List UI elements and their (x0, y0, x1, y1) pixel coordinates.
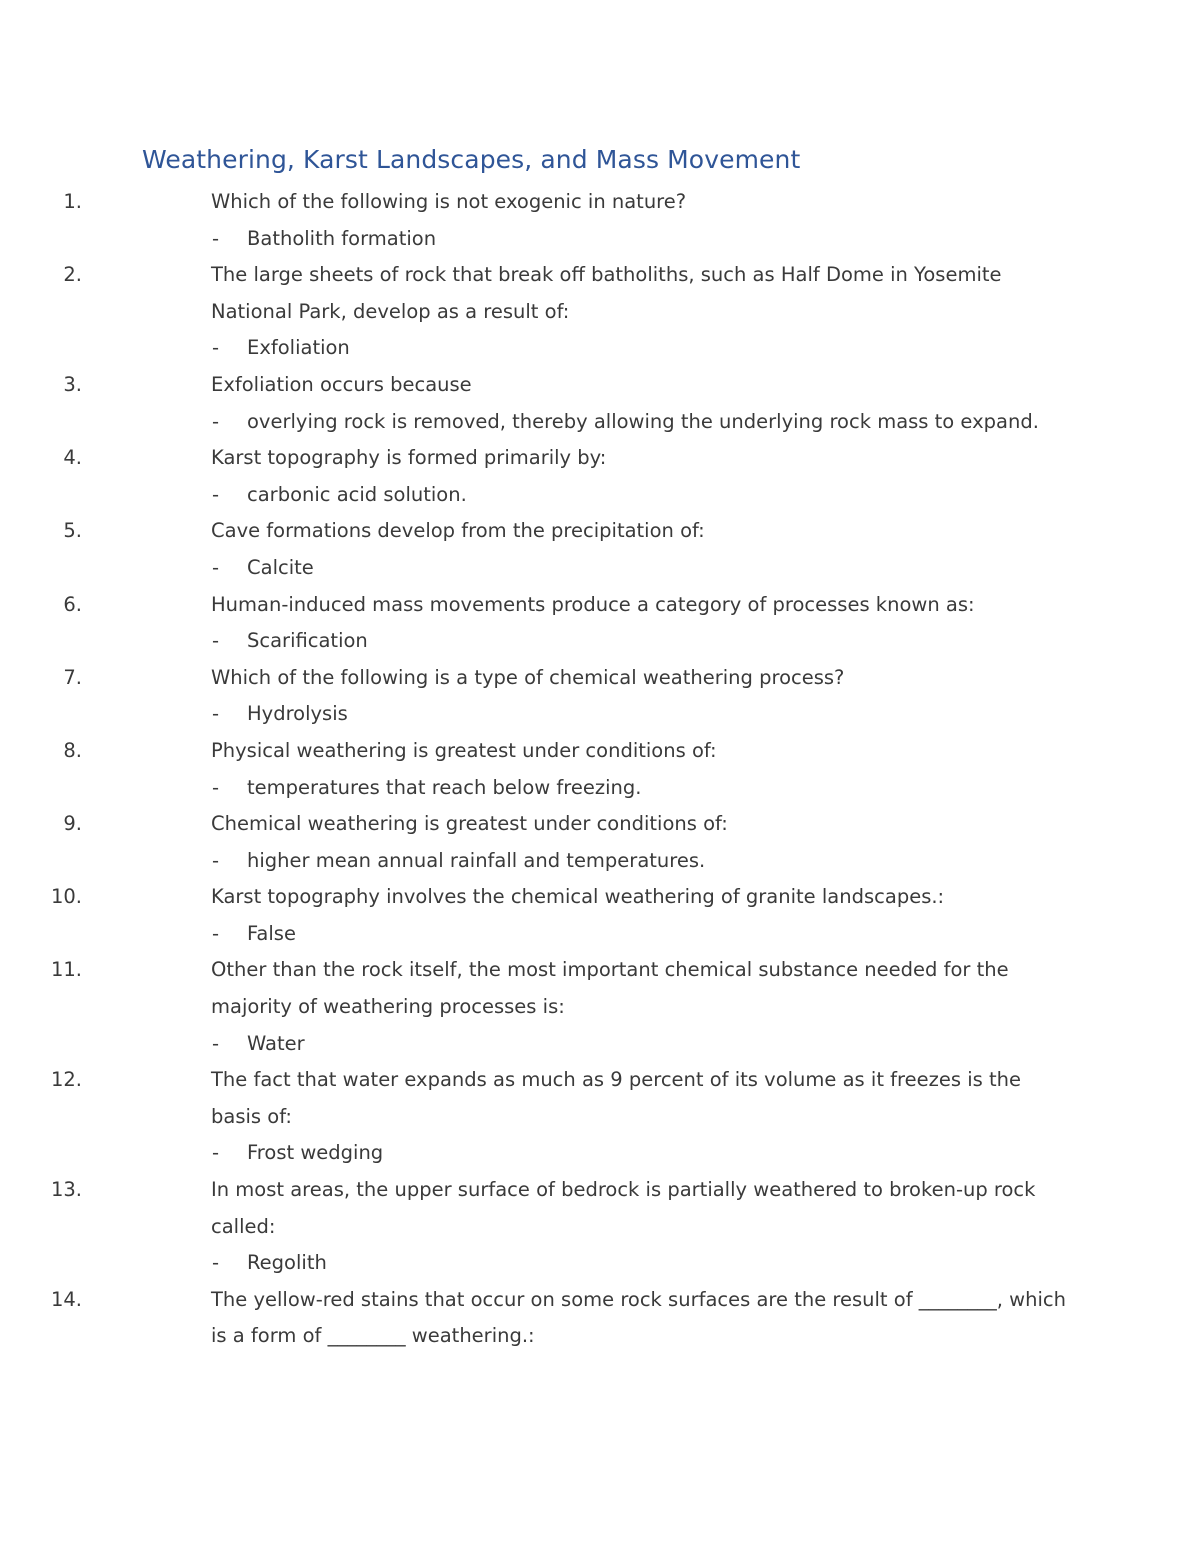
question-row (0, 513, 1071, 550)
question-row (0, 257, 1071, 330)
answer-row (0, 843, 1067, 880)
question-text: Physical weathering is greatest under conditions of: (211, 738, 717, 762)
question-item-11 (0, 952, 1200, 1062)
answer-text: overlying rock is removed, thereby allowing the underlying rock mass to expand. (247, 409, 1039, 433)
question-list (0, 184, 1200, 1355)
question-number: 9. (63, 812, 82, 836)
answer-text: temperatures that reach below freezing. (247, 775, 642, 799)
answer-text: Batholith formation (247, 226, 437, 250)
question-row (0, 879, 1071, 916)
question-number: 10. (50, 885, 82, 909)
question-row (0, 367, 1071, 404)
answer-row (0, 1245, 1067, 1282)
question-number: 6. (63, 592, 82, 616)
question-row (0, 952, 1071, 1025)
answer-row (0, 696, 1067, 733)
answer-dash: - (212, 775, 220, 799)
question-row (0, 806, 1071, 843)
answer-text: Exfoliation (247, 336, 350, 360)
question-text: Karst topography is formed primarily by: (211, 446, 607, 470)
question-text: Karst topography involves the chemical weathering of granite landscapes.: (211, 885, 945, 909)
question-item-3 (0, 367, 1200, 440)
answer-dash: - (212, 921, 220, 945)
answer-row (0, 221, 1067, 258)
answer-text: Hydrolysis (247, 702, 348, 726)
question-item-13 (0, 1172, 1200, 1282)
question-row (0, 1172, 1071, 1245)
answer-row (0, 770, 1067, 807)
answer-row (0, 623, 1067, 660)
answer-row (0, 477, 1067, 514)
question-row (0, 184, 1071, 221)
answer-text: Scarification (247, 629, 368, 653)
answer-dash: - (212, 1141, 220, 1165)
question-text: Human-induced mass movements produce a category of processes known as: (211, 592, 975, 616)
answer-dash: - (212, 555, 220, 579)
question-text: Chemical weathering is greatest under conditions of: (211, 812, 728, 836)
answer-dash: - (212, 482, 220, 506)
question-number: 4. (63, 446, 82, 470)
question-item-10 (0, 879, 1200, 952)
question-item-5 (0, 513, 1200, 586)
answer-dash: - (212, 336, 220, 360)
question-number: 7. (63, 665, 82, 689)
answer-row (0, 1135, 1067, 1172)
answer-text: carbonic acid solution. (247, 482, 467, 506)
answer-row (0, 330, 1067, 367)
question-text: Cave formations develop from the precipitation of: (211, 519, 705, 543)
question-text: Other than the rock itself, the most important chemical substance needed for the majority of weathering processes is: (211, 958, 1009, 1019)
question-item-8 (0, 733, 1200, 806)
question-item-1 (0, 184, 1200, 257)
question-row (0, 440, 1071, 477)
page-title: Weathering, Karst Landscapes, and Mass Movement (142, 145, 801, 174)
question-item-2 (0, 257, 1200, 367)
answer-text: Regolith (247, 1251, 327, 1275)
question-item-4 (0, 440, 1200, 513)
question-number: 13. (50, 1178, 82, 1202)
answer-dash: - (212, 409, 220, 433)
question-text: In most areas, the upper surface of bedrock is partially weathered to broken-up rock called: (211, 1178, 1036, 1238)
answer-text: Water (247, 1031, 305, 1055)
question-item-14 (0, 1282, 1200, 1355)
answer-row (0, 404, 1067, 441)
question-item-6 (0, 587, 1200, 660)
answer-dash: - (212, 702, 220, 726)
answer-dash: - (212, 629, 220, 653)
question-text: Which of the following is not exogenic in nature? (211, 190, 687, 213)
question-number: 11. (50, 958, 82, 982)
answer-text: higher mean annual rainfall and temperatures. (247, 848, 706, 872)
question-row (0, 733, 1071, 770)
question-number: 3. (63, 372, 82, 396)
question-text: The large sheets of rock that break off batholiths, such as Half Dome in Yosemite National Park, develop as a result of: (211, 263, 1002, 323)
question-row (0, 1062, 1071, 1135)
answer-text: Calcite (247, 555, 314, 579)
answer-text: Frost wedging (247, 1141, 384, 1165)
question-row (0, 1282, 1071, 1355)
answer-dash: - (212, 848, 220, 872)
question-text: Exfoliation occurs because (211, 372, 472, 396)
question-number: 8. (63, 738, 82, 762)
answer-row (0, 550, 1067, 587)
question-item-9 (0, 806, 1200, 879)
question-row (0, 660, 1071, 697)
answer-dash: - (212, 1251, 220, 1275)
question-number: 12. (50, 1068, 82, 1092)
question-item-7 (0, 660, 1200, 733)
question-number: 14. (50, 1287, 82, 1311)
answer-text: False (247, 921, 296, 945)
answer-dash: - (212, 1031, 220, 1055)
question-row (0, 587, 1071, 624)
question-number: 2. (63, 263, 82, 287)
question-text: The yellow-red stains that occur on some rock surfaces are the result of ________, which is a form of ________ weathering.: (211, 1287, 1066, 1348)
question-number: 1. (63, 190, 82, 213)
answer-row (0, 916, 1067, 953)
question-item-12 (0, 1062, 1200, 1172)
answer-row (0, 1026, 1067, 1063)
question-number: 5. (63, 519, 82, 543)
question-text: Which of the following is a type of chemical weathering process? (211, 665, 845, 689)
question-text: The fact that water expands as much as 9 percent of its volume as it freezes is the basis of: (211, 1068, 1021, 1128)
answer-dash: - (212, 226, 220, 250)
